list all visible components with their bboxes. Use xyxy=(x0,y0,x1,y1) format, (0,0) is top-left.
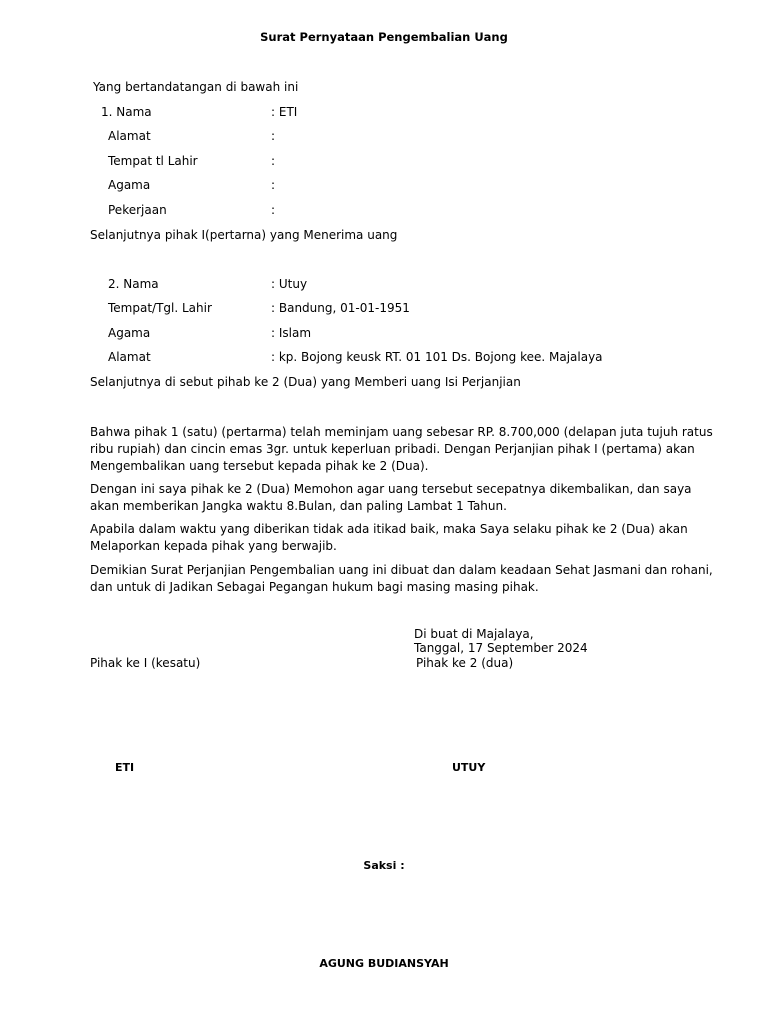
party2-religion-label: Agama xyxy=(108,326,151,340)
intro-text: Yang bertandatangan di bawah ini xyxy=(93,80,299,94)
document-title: Surat Pernyataan Pengembalian Uang xyxy=(260,30,508,44)
paragraph-line: Demikian Surat Perjanjian Pengembalian uang ini dibuat dan dalam keadaan Sehat Jasmani dan rohani, xyxy=(90,563,713,577)
paragraph-line: Mengembalikan uang tersebut kepada pihak ke 2 (Dua). xyxy=(90,459,429,473)
party2-birth-value: : Bandung, 01-01-1951 xyxy=(271,301,410,315)
party2-signer-name: UTUY xyxy=(452,761,486,774)
paragraph-request xyxy=(90,481,690,515)
party1-address-value: : xyxy=(271,129,276,143)
party1-name-label: 1. Nama xyxy=(101,105,152,119)
paragraph-line: Apabila dalam waktu yang diberikan tidak ada itikad baik, maka Saya selaku pihak ke 2 (Dua) akan xyxy=(90,522,688,536)
party2-religion-value: : Islam xyxy=(271,326,312,340)
witness-label: Saksi : xyxy=(363,859,405,872)
paragraph-line: dan untuk di Jadikan Sebagai Pegangan hukum bagi masing masing pihak. xyxy=(90,580,539,594)
paragraph-line: Dengan ini saya pihak ke 2 (Dua) Memohon agar uang tersebut secepatnya dikembalikan, dan saya xyxy=(90,482,692,496)
party2-address-label: Alamat xyxy=(108,350,151,364)
paragraph-warning xyxy=(90,521,690,555)
paragraph-line: ribu rupiah) dan cincin emas 3gr. untuk keperluan pribadi. Dengan Perjanjian pihak I (pertama) akan xyxy=(90,442,695,456)
party1-name-value: : ETI xyxy=(271,105,298,119)
paragraph-closing xyxy=(90,562,713,596)
party1-address-label: Alamat xyxy=(108,129,151,143)
party2-name-label: 2. Nama xyxy=(108,277,159,291)
party1-religion-label: Agama xyxy=(108,178,151,192)
party2-address-value: : kp. Bojong keusk RT. 01 101 Ds. Bojong kee. Majalaya xyxy=(271,350,603,364)
paragraph-loan xyxy=(90,424,713,475)
witness-name: AGUNG BUDIANSYAH xyxy=(319,957,449,970)
date-text: Tanggal, 17 September 2024 xyxy=(414,641,588,655)
party2-signature-heading: Pihak ke 2 (dua) xyxy=(416,656,514,670)
party1-occupation-value: : xyxy=(271,203,276,217)
paragraph-line: akan memberikan Jangka waktu 8.Bulan, dan paling Lambat 1 Tahun. xyxy=(90,499,507,513)
party1-signature-heading: Pihak ke I (kesatu) xyxy=(90,656,201,670)
party2-birth-label: Tempat/Tgl. Lahir xyxy=(108,301,212,315)
party1-role-text: Selanjutnya pihak I(pertarna) yang Menerima uang xyxy=(90,228,398,242)
party2-name-value: : Utuy xyxy=(271,277,308,291)
party1-occupation-label: Pekerjaan xyxy=(108,203,167,217)
party1-signer-name: ETI xyxy=(115,761,135,774)
party1-religion-value: : xyxy=(271,178,276,192)
paragraph-line: Melaporkan kepada pihak yang berwajib. xyxy=(90,539,337,553)
paragraph-line: Bahwa pihak 1 (satu) (pertarma) telah meminjam uang sebesar RP. 8.700,000 (delapan juta tujuh ratus xyxy=(90,425,713,439)
party2-role-text: Selanjutnya di sebut pihab ke 2 (Dua) yang Memberi uang Isi Perjanjian xyxy=(90,375,521,389)
place-text: Di buat di Majalaya, xyxy=(414,627,534,641)
party1-birth-label: Tempat tl Lahir xyxy=(108,154,198,168)
party1-birth-value: : xyxy=(271,154,276,168)
